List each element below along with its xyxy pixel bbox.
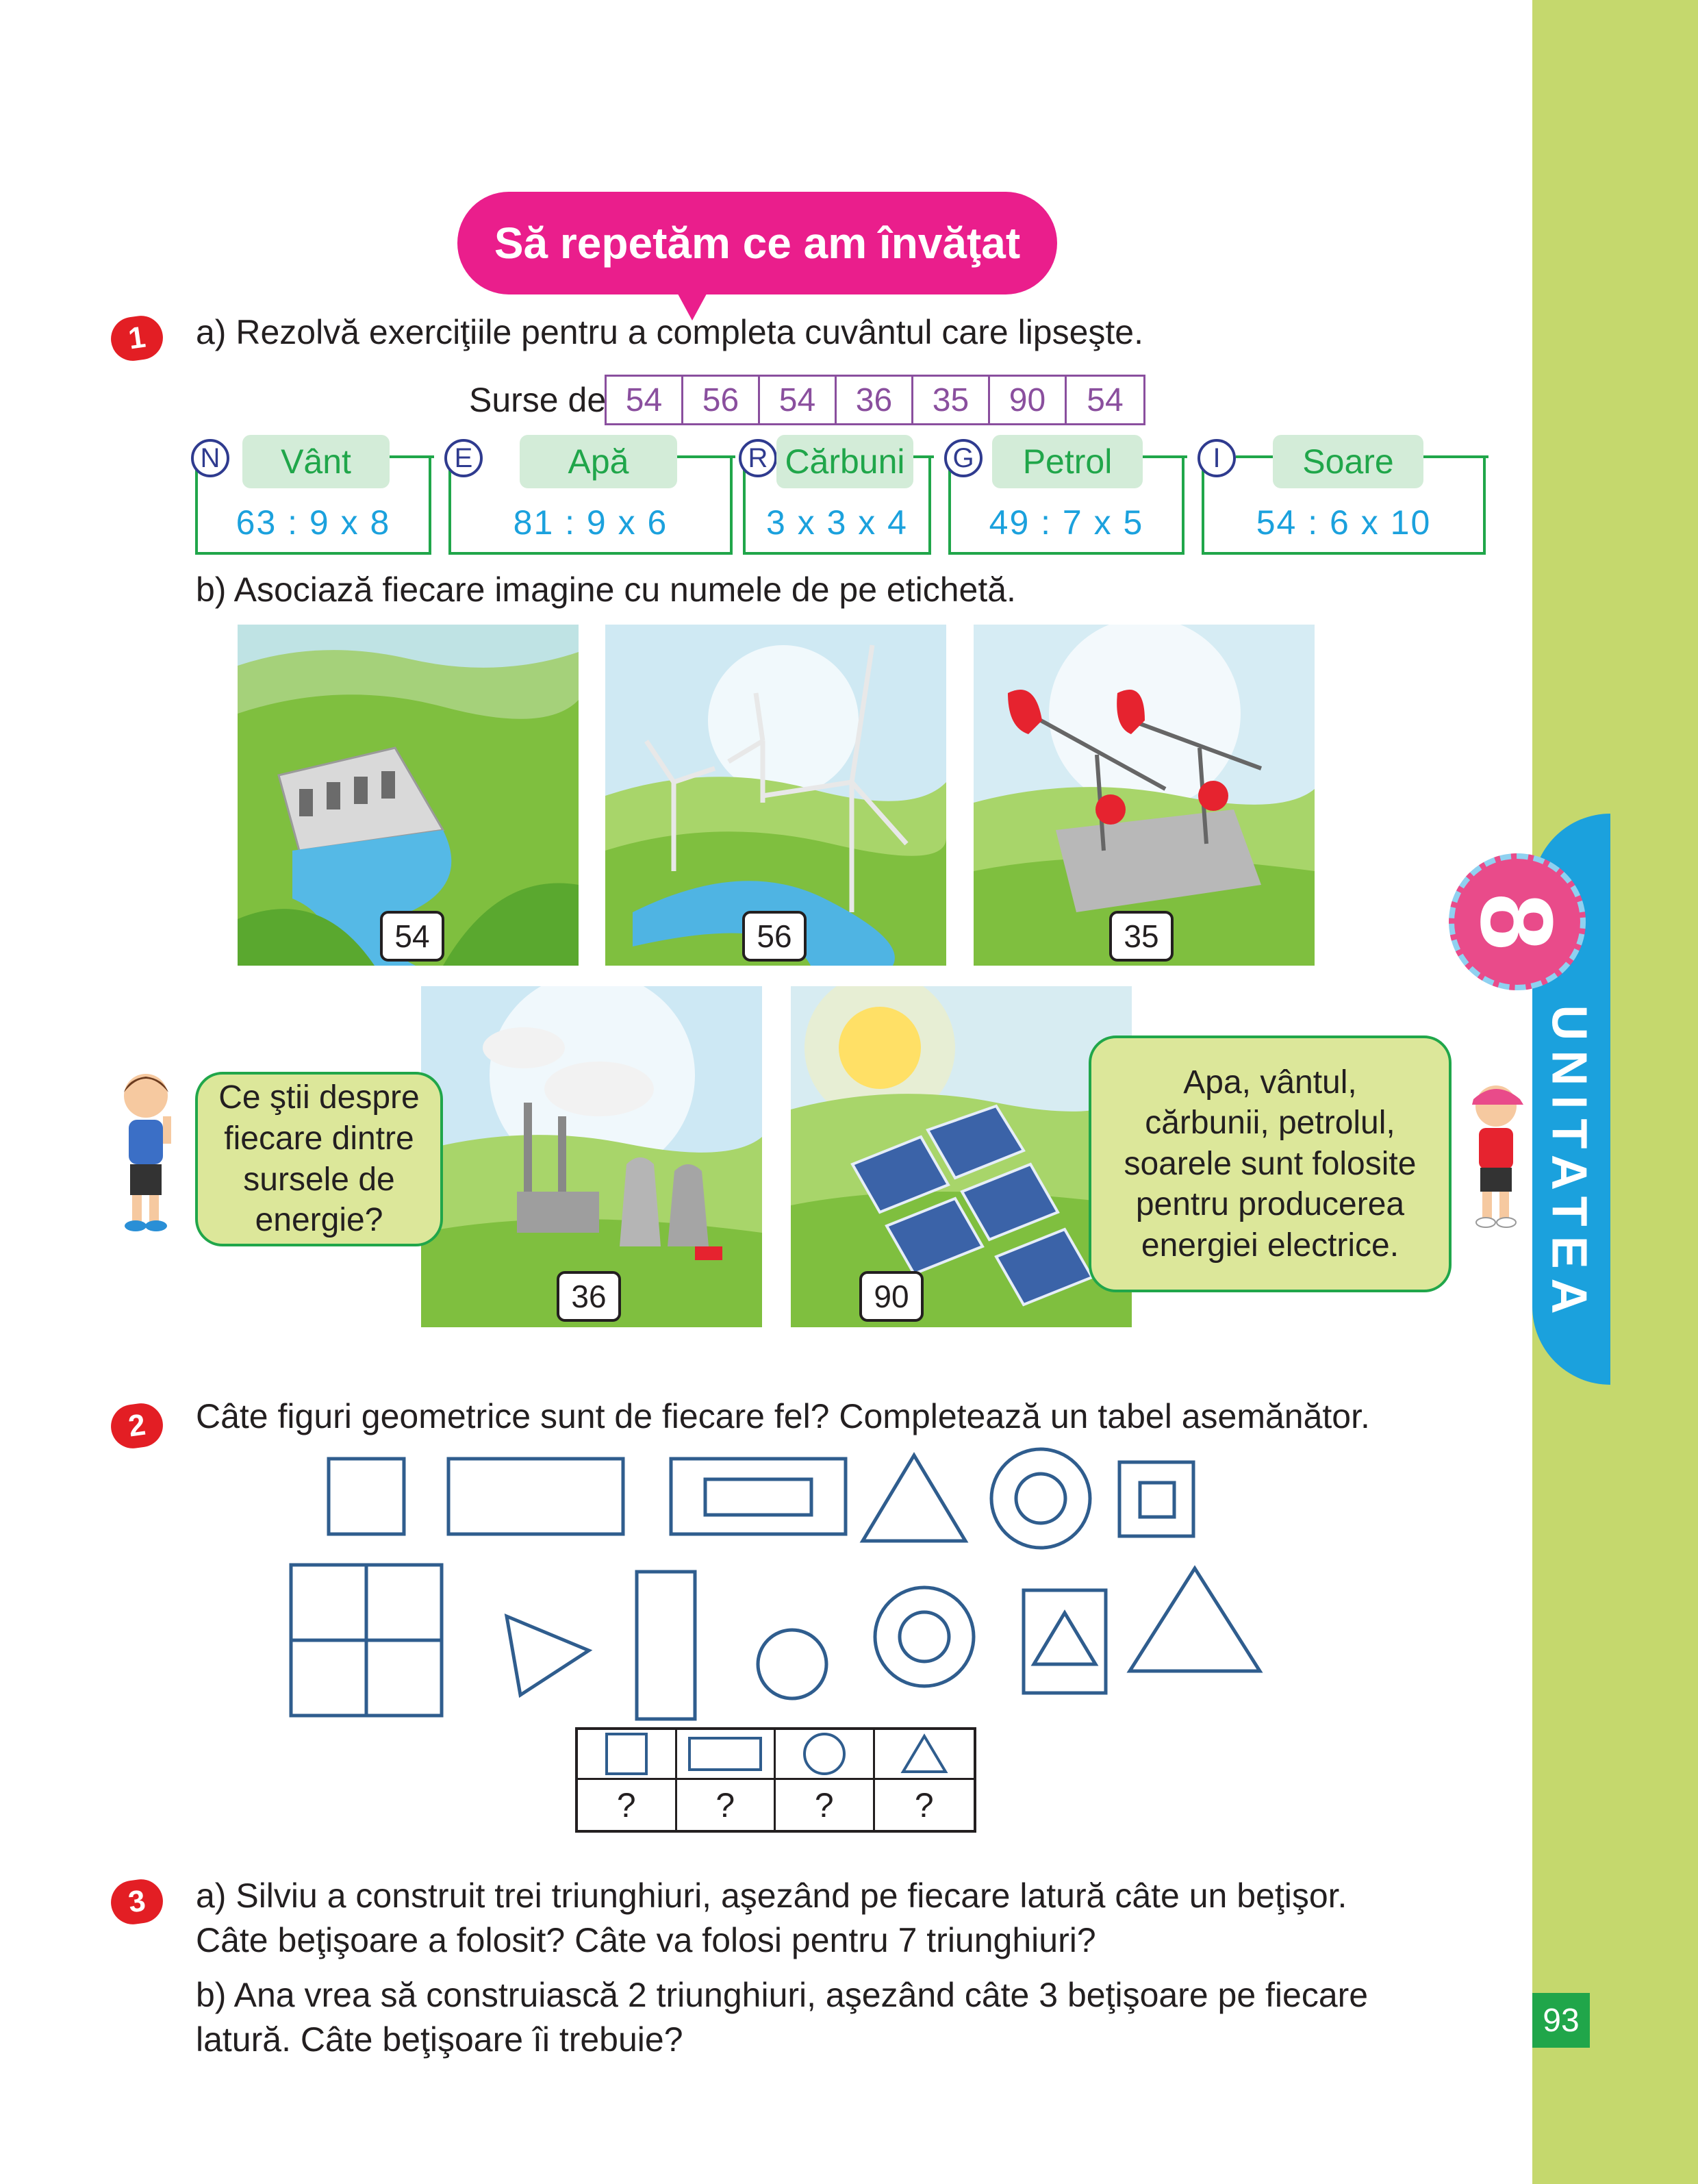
girl-speech-bubble: Apa, vântul, cărbunii, petrolul, soarele sunt folosite pentru producerea energiei electrice. (1089, 1035, 1452, 1292)
shape-square (329, 1459, 404, 1534)
boy-speech-bubble: Ce ştii despre fiecare dintre sursele de energie? (195, 1072, 443, 1246)
geometric-figures (274, 1438, 1267, 1726)
exercise-1b-text: b) Asociază fiecare imagine cu numele de pe etichetă. (196, 570, 1016, 609)
unit-label: UNITATEA (1542, 1005, 1597, 1324)
shape-square (1119, 1462, 1193, 1536)
shape-circle (758, 1630, 826, 1698)
shape-circle (875, 1587, 974, 1686)
surse-label: Surse de (469, 381, 607, 419)
table-header-square (578, 1730, 677, 1780)
unit-number-badge: 8 (1449, 853, 1586, 990)
card-expression: 63 : 9 x 8 (236, 503, 391, 542)
shape-square (1024, 1590, 1106, 1693)
exercise-3a-text-line2: Câte beţişoare a folosit? Câte va folosi pentru 7 triunghiuri? (196, 1921, 1096, 1959)
image-label: 54 (380, 911, 444, 962)
shape-circle (1016, 1474, 1065, 1523)
exercise-1-number: 1 (108, 313, 166, 364)
shape-rectangle (637, 1572, 695, 1719)
exercise-3-number: 3 (108, 1877, 166, 1927)
shape-rectangle (705, 1479, 811, 1515)
table-answer-cell[interactable]: ? (914, 1785, 934, 1824)
image-solar-panels[interactable] (791, 986, 1132, 1327)
surse-cell[interactable]: 36 (837, 377, 913, 423)
boy-character (108, 1068, 190, 1233)
card-letter: R (739, 439, 777, 477)
exercise-3b-text-line2: latură. Câte beţişoare îi trebuie? (196, 2020, 683, 2059)
image-label: 36 (557, 1271, 621, 1322)
exercise-2-number: 2 (108, 1401, 166, 1451)
shape-square (1140, 1483, 1174, 1517)
card-letter: G (944, 439, 983, 477)
surse-cell[interactable]: 90 (990, 377, 1067, 423)
exercise-3a-text-line1: a) Silviu a construit trei triunghiuri, aşezând pe fiecare latură câte un beţişor. (196, 1877, 1347, 1915)
shape-circle (900, 1612, 949, 1661)
card-letter: E (444, 439, 483, 477)
table-header-circle (776, 1730, 875, 1780)
shape-rectangle (448, 1459, 623, 1534)
card-word: Petrol (992, 435, 1143, 488)
exercise-1a-text: a) Rezolvă exerciţiile pentru a completa cuvântul care lipseşte. (196, 313, 1144, 351)
shape-triangle (863, 1455, 965, 1541)
table-header-triangle (875, 1730, 974, 1780)
image-label: 35 (1109, 911, 1174, 962)
exercise-2-text: Câte figuri geometrice sunt de fiecare fel? Completează un tabel asemănător. (196, 1397, 1370, 1435)
surse-cell[interactable]: 56 (683, 377, 760, 423)
image-hydro-dam[interactable] (238, 625, 579, 966)
card-word: Apă (520, 435, 677, 488)
surse-cell[interactable]: 54 (760, 377, 837, 423)
card-letter: N (191, 439, 229, 477)
card-vant (195, 442, 431, 555)
surse-table (605, 375, 1145, 425)
surse-cell[interactable]: 54 (1087, 381, 1124, 418)
table-answer-cell[interactable]: ? (776, 1780, 875, 1830)
surse-cell[interactable]: 35 (913, 377, 990, 423)
card-expression: 54 : 6 x 10 (1256, 503, 1432, 542)
surse-cell[interactable]: 54 (607, 377, 683, 423)
shape-triangle (1130, 1568, 1260, 1671)
image-power-plant[interactable] (421, 986, 762, 1327)
image-oil-pumps[interactable] (974, 625, 1315, 966)
shape-rectangle (671, 1459, 846, 1534)
card-petrol (948, 442, 1184, 555)
table-answer-cell[interactable]: ? (677, 1780, 776, 1830)
section-title: Să repetăm ce am învăţat (457, 192, 1057, 294)
page-number: 93 (1532, 1993, 1590, 2048)
card-expression: 81 : 9 x 6 (513, 503, 668, 542)
card-apa (448, 442, 733, 555)
shape-circle (991, 1449, 1090, 1548)
exercise-3b-text-line1: b) Ana vrea să construiască 2 triunghiuri, aşezând câte 3 beţişoare pe fiecare (196, 1976, 1369, 2014)
shapes-count-table (575, 1727, 976, 1833)
card-letter: I (1198, 439, 1236, 477)
card-carbuni (743, 442, 931, 555)
card-word: Soare (1273, 435, 1423, 488)
table-answer-cell[interactable]: ? (578, 1780, 677, 1830)
card-expression: 3 x 3 x 4 (766, 503, 908, 542)
girl-character (1458, 1079, 1534, 1229)
image-label: 56 (742, 911, 807, 962)
card-expression: 49 : 7 x 5 (989, 503, 1144, 542)
card-soare (1202, 442, 1486, 555)
table-header-rectangle (677, 1730, 776, 1780)
card-word: Cărbuni (776, 435, 913, 488)
shape-triangle (1034, 1613, 1095, 1664)
image-label: 90 (859, 1271, 924, 1322)
card-word: Vânt (242, 435, 390, 488)
shape-triangle (507, 1616, 589, 1695)
image-wind-turbines[interactable] (605, 625, 946, 966)
